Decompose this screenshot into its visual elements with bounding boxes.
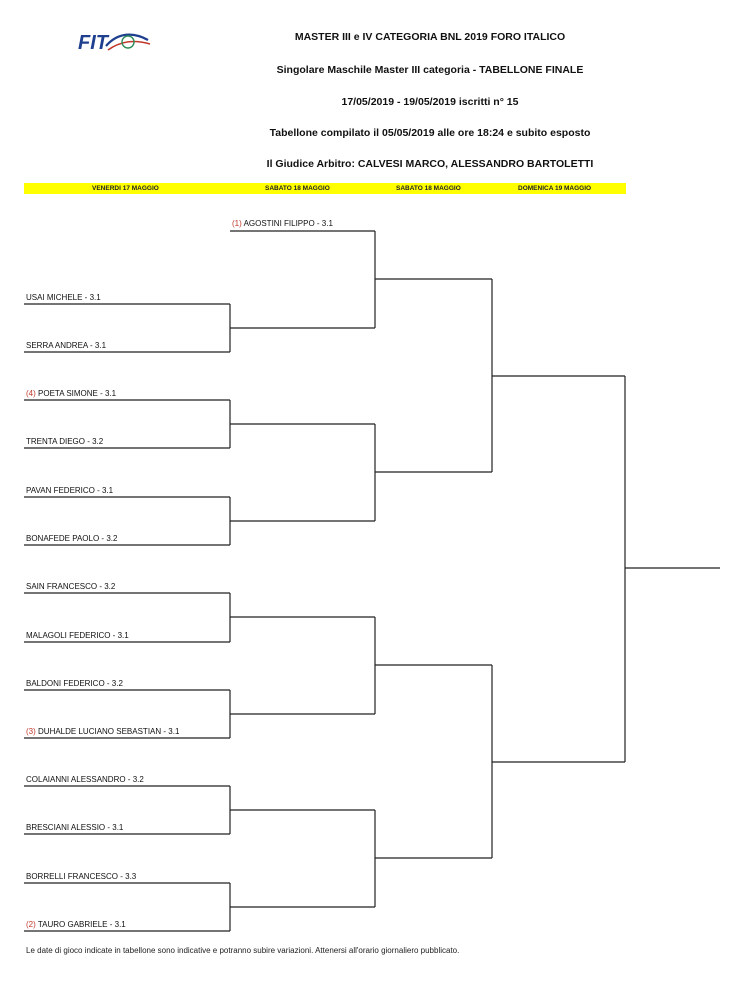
seed-badge: (2)	[26, 920, 36, 929]
player-name: SERRA ANDREA - 3.1	[26, 341, 107, 350]
seed-badge: (3)	[26, 727, 36, 736]
day-label-1: VENERDI 17 MAGGIO	[92, 185, 159, 192]
player-name: USAI MICHELE - 3.1	[26, 293, 101, 302]
day-label-3: SABATO 18 MAGGIO	[396, 185, 461, 192]
player-name: BORRELLI FRANCESCO - 3.3	[26, 872, 137, 881]
player-name: MALAGOLI FEDERICO - 3.1	[26, 631, 129, 640]
player-name: BONAFEDE PAOLO - 3.2	[26, 534, 118, 543]
day-label-4: DOMENICA 19 MAGGIO	[518, 185, 592, 192]
event-subtitle: Singolare Maschile Master III categoria - TABELLONE FINALE	[276, 64, 584, 76]
footer-note: Le date di gioco indicate in tabellone sono indicative e potranno subire variazioni. Attenersi all'orario giornaliero pubblicato.	[26, 946, 460, 955]
player-name: PAVAN FEDERICO - 3.1	[26, 486, 114, 495]
player-name: TRENTA DIEGO - 3.2	[26, 437, 104, 446]
player-name: BRESCIANI ALESSIO - 3.1	[26, 823, 124, 832]
compiled-info: Tabellone compilato il 05/05/2019 alle ore 18:24 e subito esposto	[269, 127, 591, 139]
fit-logo-text: FIT	[78, 32, 108, 54]
player-name: COLAIANNI ALESSANDRO - 3.2	[26, 775, 144, 784]
player-name: DUHALDE LUCIANO SEBASTIAN - 3.1	[38, 727, 180, 736]
referee-info: Il Giudice Arbitro: CALVESI MARCO, ALESSANDRO BARTOLETTI	[266, 158, 594, 170]
player-name: TAURO GABRIELE - 3.1	[37, 920, 126, 929]
player-name: POETA SIMONE - 3.1	[38, 389, 117, 398]
player-name: AGOSTINI FILIPPO - 3.1	[243, 219, 333, 228]
player-name: SAIN FRANCESCO - 3.2	[26, 582, 116, 591]
tournament-title: MASTER III e IV CATEGORIA BNL 2019 FORO ITALICO	[294, 31, 566, 43]
seed-badge: (4)	[26, 389, 36, 398]
player-name: BALDONI FEDERICO - 3.2	[26, 679, 123, 688]
seed-badge: (1)	[232, 219, 242, 228]
event-dates: 17/05/2019 - 19/05/2019 iscritti n° 15	[341, 96, 519, 108]
day-label-2: SABATO 18 MAGGIO	[265, 185, 330, 192]
